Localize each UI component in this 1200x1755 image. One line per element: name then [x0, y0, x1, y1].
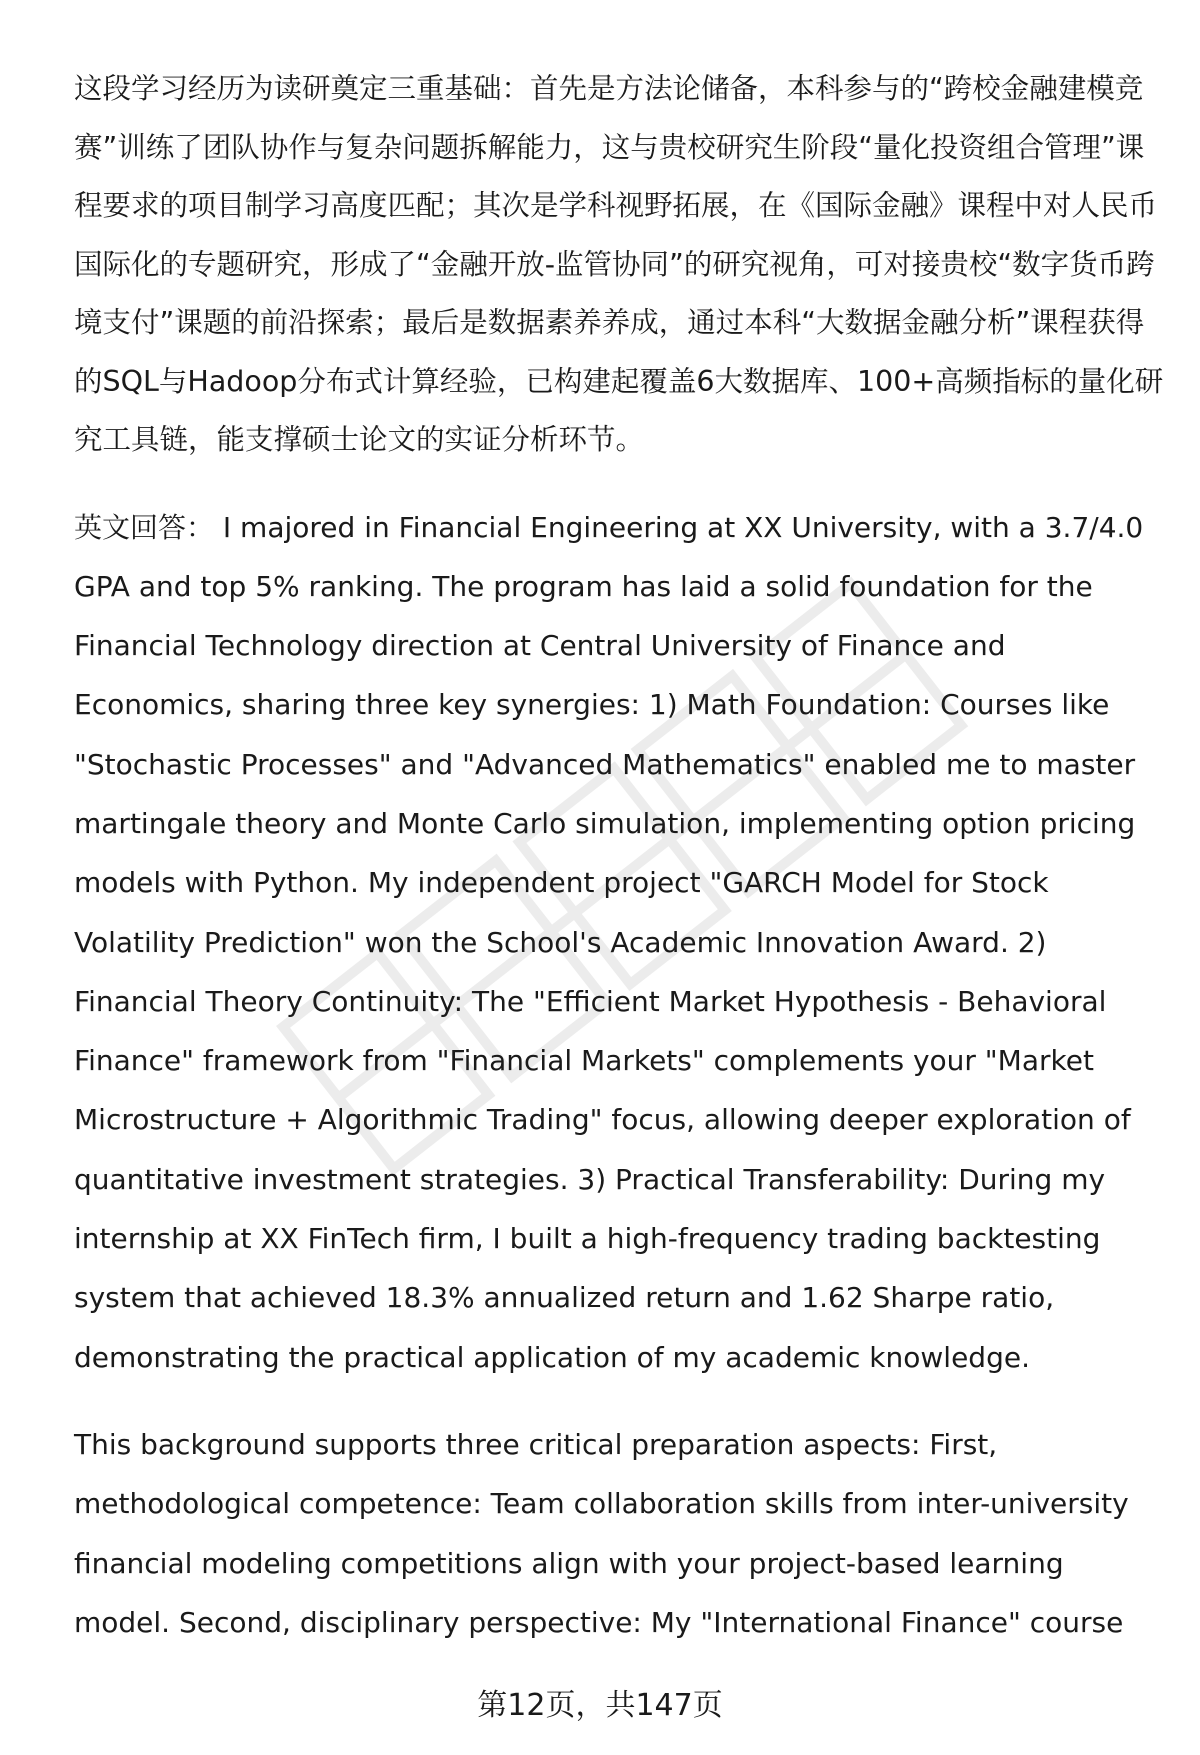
paragraph-english-answer: 英文回答： I majored in Financial Engineering at XX University, with a 3.7/4.0 GPA and top 5% ranking. The program has laid a solid foundation for the Financial Technology direction at Central University of Finance and Economics, sharing three key synergies: 1) Math Foundation: Courses like "Stochastic Processes" and "Advanced Mathematics" enabled me to master martingale theory and Monte Carlo simulation, implementing option pricing models with Python. My independent project "GARCH Model for Stock Volatility Prediction" won the School's Academic Innovation Award. 2) Financial Theory Continuity: The "Efficient Market Hypothesis - Behavioral Finance" framework from "Financial Markets" complements your "Market Microstructure + Algorithmic Trading" focus, allowing deeper exploration of quantitative investment strategies. 3) Practical Transferability: During my internship at XX FinTech firm, I built a high-frequency trading backtesting system that achieved 18.3% annualized return and 1.62 Sharpe ratio, demonstrating the practical application of my academic knowledge.	[74, 510, 1144, 1374]
paragraph-chinese: 这段学习经历为读研奠定三重基础：首先是方法论储备，本科参与的“跨校金融建模竞赛”训练了团队协作与复杂问题拆解能力，这与贵校研究生阶段“量化投资组合管理”课程要求的项目制学习高度匹配；其次是学科视野拓展，在《国际金融》课程中对人民币国际化的专题研究，形成了“金融开放-监管协同”的研究视角，可对接贵校“数字货币跨境支付”课题的前沿探索；最后是数据素养养成，通过本科“大数据金融分析”课程获得的SQL与Hadoop分布式计算经验，已构建起覆盖6大数据库、100+高频指标的量化研究工具链，能支撑硕士论文的实证分析环节。	[74, 72, 1164, 456]
page-number: 第12页，共147页	[477, 1688, 723, 1723]
paragraph-english-continued: This background supports three critical preparation aspects: First, methodological competence: Team collaboration skills from inter-university financial modeling competitions align with your project-based learning model. Second, disciplinary perspective: My "International Finance" course	[74, 1427, 1129, 1639]
document-body	[74, 60, 1164, 1680]
